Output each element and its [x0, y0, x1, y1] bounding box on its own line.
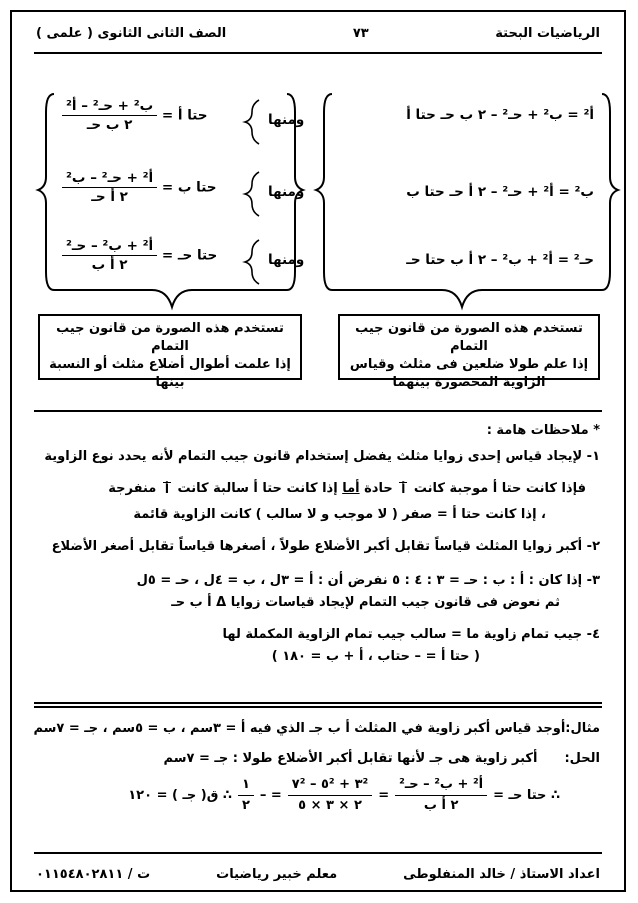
- caption-right: تستخدم هذه الصورة من قانون جيب التمام إذا علم طولا ضلعين فى مثلث وقياس الزاوية المحصورة بينهما: [338, 314, 600, 380]
- connector-3: ومنها: [268, 252, 305, 268]
- note-4: ٤- جيب تمام زاوية ما = سالب جيب تمام الزاوية المكملة لها: [222, 627, 600, 642]
- example-question: مثال:أوجد قياس أكبر زاوية في المثلث أ ب جـ الذي فيه أ = ٣سم ، ب = ٥سم ، جـ = ٧سم: [33, 721, 600, 736]
- note-1b: ، إذا كانت حتا أ = صفر ( لا موجب و لا سالب ) كانت الزاوية قائمة: [133, 507, 546, 522]
- law-row-c: حـ² = أ² + ب² – ٢ أ ب حتا حـ: [406, 252, 594, 268]
- cos-formula-b: حتا ب = $\frac{\text{أ² + حـ² – ب²}}{\text{٢ أ حـ}}$: [62, 170, 216, 205]
- connector-2: ومنها: [268, 184, 305, 200]
- notes-title: * ملاحظات هامة :: [486, 423, 600, 438]
- footer-author: اعداد الاستاذ / خالد المنفلوطى: [403, 867, 600, 882]
- footer-rule: [34, 852, 602, 854]
- angle-hat-icon: أ: [164, 482, 169, 496]
- note-1: ١- لإيجاد قياس إحدى زوايا مثلث يفضل إستخدام قانون جيب التمام لأنه يحدد نوع الزاوية: [44, 449, 600, 464]
- page-footer: [36, 867, 600, 882]
- example-solution-intro: الحل: أكبر زاوية هى جـ لأنها تقابل أكبر الأضلاع طولا : جـ = ٧سم: [163, 751, 600, 766]
- footer-phone: ت / ٠١١٥٤٨٠٢٨١١: [36, 867, 151, 882]
- note-3b: ثم نعوض فى قانون جيب التمام لإيجاد قياسات زوايا Δ أ ب حـ: [171, 595, 560, 610]
- note-4b: ( حتا أ = – حتاب ، أ + ب = ١٨٠ ): [271, 649, 480, 664]
- law-row-b: ب² = أ² + حـ² – ٢ أ حـ حتا ب: [406, 184, 594, 200]
- caption-left: تستخدم هذه الصورة من قانون جيب التمام إذا علمت أطوال أضلاع مثلث أو النسبة بينها: [38, 314, 302, 380]
- connector-1: ومنها: [268, 112, 305, 128]
- note-2: ٢- أكبر زوايا المثلث قياساً تقابل أكبر الأضلاع طولاً ، أصغرها قياساً تقابل أصغر الأضلاع: [51, 539, 600, 554]
- section-rule-1: [34, 410, 602, 412]
- cos-formula-a: حتا أ = $\frac{\text{ب² + حـ² – أ²}}{\text{٢ ب حـ}}$: [62, 98, 208, 133]
- law-row-a: أ² = ب² + حـ² – ٢ ب حـ حتا أ: [406, 107, 594, 123]
- notes-section: [34, 422, 600, 722]
- header-grade: الصف الثانى الثانوى ( علمى ): [36, 26, 227, 41]
- cos-formula-c: حتا حـ = $\frac{\text{أ² + ب² – حـ²}}{\text{٢ أ ب}}$: [62, 238, 217, 273]
- worksheet-page: [10, 10, 626, 892]
- example-computation: ∴ حتا حـ = $\frac{\text{أ² + ب² – حـ²}}{\text{٢ أ ب}}$ = $\frac{\text{٣² + ٥² – ٧²}}{٢ \times ٣ \times ٥}$ = – $\frac{١}{٢}$ ∴ ق( جـ ) = ١٢٠: [128, 777, 560, 813]
- example-section: [34, 720, 600, 840]
- note-3: ٣- إذا كان : أ : ب : حـ = ٣ : ٤ : ٥ نفرض أن : أ = ٣ل ، ب = ٤ل ، حـ = ٥ل: [136, 573, 600, 588]
- header-subject: الرياضيات البحتة: [495, 26, 600, 41]
- section-rule-2: [34, 702, 602, 704]
- header-page-number: ٧٣: [352, 26, 369, 41]
- note-1a: فإذا كانت حتا أ موجبة كانت أ حادة أما إذا كانت حتا أ سالبة كانت أ منفرجة: [108, 481, 586, 496]
- angle-hat-icon: أ: [401, 482, 406, 496]
- section-rule-3: [34, 706, 602, 708]
- footer-title: معلم خبير رياضيات: [216, 867, 338, 882]
